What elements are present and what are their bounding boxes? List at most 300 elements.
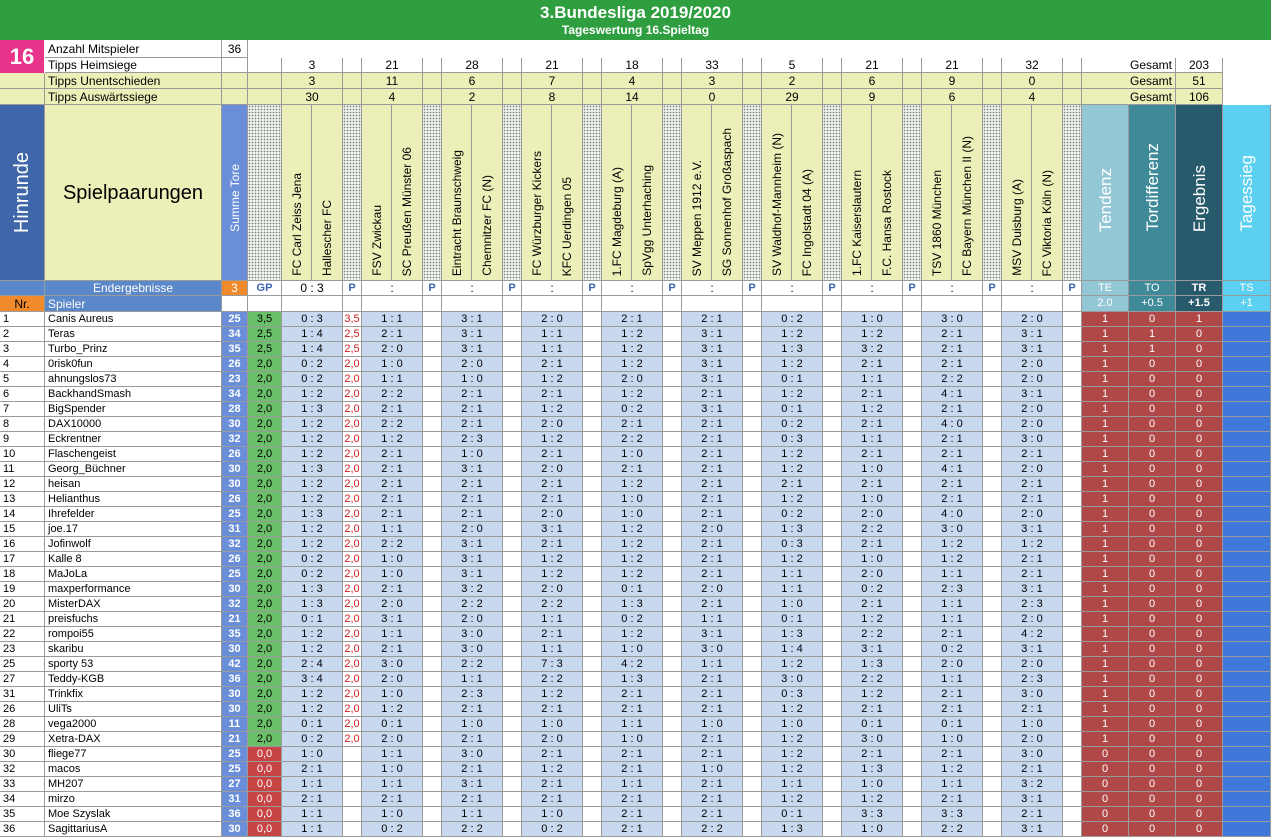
player-tip-points — [583, 432, 602, 447]
p-label: P — [743, 281, 762, 296]
player-tip-points: 2,0 — [343, 717, 362, 732]
player-ts — [1223, 777, 1271, 792]
player-tip-points: 2,0 — [343, 612, 362, 627]
player-tip-points — [983, 327, 1002, 342]
player-summe-tore: 36 — [222, 807, 248, 822]
player-tip-points — [1063, 687, 1082, 702]
player-name: Teddy-KGB — [45, 672, 222, 687]
player-tip-points — [903, 522, 922, 537]
player-tip: 1 : 2 — [282, 432, 343, 447]
player-to: 0 — [1129, 822, 1176, 837]
player-name: MH207 — [45, 777, 222, 792]
player-tip-points — [663, 567, 682, 582]
match-unent-count: 6 — [842, 73, 903, 89]
player-tip: 2 : 1 — [682, 552, 743, 567]
match-points-header — [1063, 105, 1082, 281]
player-tip-points — [583, 582, 602, 597]
player-te: 1 — [1082, 312, 1129, 327]
player-tip: 1 : 0 — [362, 357, 423, 372]
player-tip: 1 : 0 — [842, 552, 903, 567]
match-away-team-text: SpVgg Unterhaching — [640, 165, 654, 276]
player-tip: 2 : 1 — [362, 402, 423, 417]
player-tip: 1 : 0 — [362, 762, 423, 777]
player-tip: 2 : 1 — [922, 342, 983, 357]
player-tip-points — [903, 762, 922, 777]
player-tip: 7 : 3 — [522, 657, 583, 672]
player-ts — [1223, 372, 1271, 387]
player-to: 0 — [1129, 552, 1176, 567]
blank — [903, 296, 922, 312]
player-tip: 1 : 0 — [282, 747, 343, 762]
player-tip: 2 : 1 — [522, 792, 583, 807]
player-tip-points — [583, 612, 602, 627]
player-tip-points — [503, 567, 522, 582]
info-blank — [343, 73, 362, 89]
player-tip: 2 : 0 — [1002, 417, 1063, 432]
player-tip: 3 : 0 — [442, 747, 503, 762]
player-te: 0 — [1082, 822, 1129, 837]
player-tip: 0 : 2 — [362, 822, 423, 837]
player-tip-points — [903, 417, 922, 432]
player-tip: 1 : 3 — [762, 822, 823, 837]
player-tip-points — [423, 807, 442, 822]
gp-label: GP — [248, 281, 282, 296]
player-tip-points — [423, 522, 442, 537]
player-tip-points — [663, 462, 682, 477]
player-tip-points — [423, 597, 442, 612]
player-tip-points — [663, 432, 682, 447]
player-tip: 1 : 0 — [842, 777, 903, 792]
match-home-team-text: SV Meppen 1912 e.V. — [689, 159, 704, 276]
info-blank — [503, 58, 522, 73]
player-tip: 1 : 2 — [842, 687, 903, 702]
player-tip: 3 : 1 — [442, 567, 503, 582]
player-name: MaJoLa — [45, 567, 222, 582]
player-tip-points: 2,0 — [343, 462, 362, 477]
player-tip: 4 : 2 — [1002, 627, 1063, 642]
player-tip: 3 : 1 — [442, 312, 503, 327]
player-tip-points — [1063, 717, 1082, 732]
player-tip: 2 : 1 — [842, 702, 903, 717]
player-nr: 3 — [0, 342, 45, 357]
player-tip-points — [983, 312, 1002, 327]
player-tip-points — [823, 507, 842, 522]
player-tip: 2 : 1 — [922, 687, 983, 702]
player-tip: 1 : 1 — [602, 777, 663, 792]
player-tr: 0 — [1176, 477, 1223, 492]
player-tip: 2 : 1 — [1002, 807, 1063, 822]
info-blank — [583, 89, 602, 105]
player-ts — [1223, 612, 1271, 627]
player-tip: 2 : 1 — [1002, 762, 1063, 777]
player-tip-points — [983, 357, 1002, 372]
player-tip-points — [823, 687, 842, 702]
player-tip-points: 2,0 — [343, 387, 362, 402]
player-tip-points — [583, 447, 602, 462]
player-to: 0 — [1129, 537, 1176, 552]
match-away-team — [472, 105, 503, 281]
match-away-team — [792, 105, 823, 281]
player-tr: 0 — [1176, 537, 1223, 552]
match-result: : — [442, 281, 503, 296]
player-tip: 2 : 0 — [522, 312, 583, 327]
player-tip-points — [983, 597, 1002, 612]
player-tip-points — [983, 432, 1002, 447]
p-label: P — [503, 281, 522, 296]
player-te: 1 — [1082, 552, 1129, 567]
player-tip-points — [583, 627, 602, 642]
player-tip-points — [823, 777, 842, 792]
player-tip: 4 : 1 — [922, 462, 983, 477]
player-tip: 1 : 2 — [522, 432, 583, 447]
player-name: sporty 53 — [45, 657, 222, 672]
player-tip-points — [903, 552, 922, 567]
player-tip-points — [663, 447, 682, 462]
match-home-team — [282, 105, 312, 281]
player-tip-points: 2,0 — [343, 732, 362, 747]
match-ausw-count: 29 — [762, 89, 823, 105]
tr-label: TR — [1176, 281, 1223, 296]
player-tip: 3 : 1 — [362, 612, 423, 627]
player-tip-points — [823, 387, 842, 402]
player-ts — [1223, 432, 1271, 447]
player-tip: 2 : 0 — [1002, 357, 1063, 372]
player-tip: 1 : 0 — [1002, 717, 1063, 732]
player-nr: 31 — [0, 687, 45, 702]
player-summe-tore: 31 — [222, 792, 248, 807]
match-unent-count: 4 — [602, 73, 663, 89]
player-tip: 2 : 0 — [522, 582, 583, 597]
player-tip: 1 : 2 — [282, 537, 343, 552]
match-ausw-count: 6 — [922, 89, 983, 105]
player-tip: 2 : 1 — [922, 447, 983, 462]
match-home-team — [762, 105, 792, 281]
player-tip-points — [423, 582, 442, 597]
player-tip-points — [823, 372, 842, 387]
player-tip-points: 2,0 — [343, 687, 362, 702]
player-tip: 2 : 0 — [842, 507, 903, 522]
player-gp: 2,0 — [248, 357, 282, 372]
player-tip: 1 : 4 — [282, 342, 343, 357]
player-tip-points — [1063, 822, 1082, 837]
player-tip: 3 : 1 — [842, 642, 903, 657]
player-nr: 21 — [0, 612, 45, 627]
info-blank — [743, 73, 762, 89]
player-tip-points — [663, 597, 682, 612]
blank — [1063, 296, 1082, 312]
player-summe-tore: 36 — [222, 672, 248, 687]
player-tip-points — [903, 507, 922, 522]
player-tip: 3 : 2 — [842, 342, 903, 357]
player-te: 1 — [1082, 717, 1129, 732]
player-tip-points — [983, 657, 1002, 672]
player-summe-tore: 30 — [222, 687, 248, 702]
player-te: 1 — [1082, 477, 1129, 492]
match-points-header — [343, 105, 362, 281]
player-name: vega2000 — [45, 717, 222, 732]
player-ts — [1223, 792, 1271, 807]
player-tip: 2 : 1 — [1002, 567, 1063, 582]
player-tip-points — [663, 747, 682, 762]
player-tip-points — [743, 447, 762, 462]
player-gp: 0,0 — [248, 747, 282, 762]
player-tip: 3 : 0 — [1002, 432, 1063, 447]
player-gp: 2,0 — [248, 417, 282, 432]
player-summe-tore: 26 — [222, 447, 248, 462]
player-gp: 2,0 — [248, 432, 282, 447]
player-tip: 1 : 1 — [762, 777, 823, 792]
player-name: preisfuchs — [45, 612, 222, 627]
player-tip-points — [1063, 642, 1082, 657]
player-tip: 2 : 0 — [922, 657, 983, 672]
player-tip-points — [663, 717, 682, 732]
player-tip-points — [583, 402, 602, 417]
player-gp: 2,0 — [248, 552, 282, 567]
summe-result: 3 — [222, 281, 248, 296]
player-tip: 2 : 1 — [682, 432, 743, 447]
player-tip-points — [823, 732, 842, 747]
player-tip-points: 2,0 — [343, 567, 362, 582]
player-tip: 1 : 1 — [282, 777, 343, 792]
player-name: MisterDAX — [45, 597, 222, 612]
player-tip-points — [1063, 462, 1082, 477]
player-tip: 1 : 2 — [362, 432, 423, 447]
player-tip: 1 : 2 — [522, 687, 583, 702]
player-name: BackhandSmash — [45, 387, 222, 402]
player-tip: 3 : 1 — [1002, 582, 1063, 597]
player-tip: 1 : 0 — [442, 372, 503, 387]
player-nr: 29 — [0, 732, 45, 747]
player-ts — [1223, 627, 1271, 642]
match-home-team — [842, 105, 872, 281]
player-tip: 2 : 0 — [1002, 402, 1063, 417]
player-tip: 2 : 1 — [362, 582, 423, 597]
player-tip: 3 : 1 — [1002, 642, 1063, 657]
match-result: : — [602, 281, 663, 296]
player-tip-points — [343, 822, 362, 837]
match-points-header — [743, 105, 762, 281]
player-tip-points — [583, 807, 602, 822]
player-tip-points — [663, 687, 682, 702]
player-tip-points — [743, 717, 762, 732]
player-tip-points — [423, 417, 442, 432]
player-tip: 1 : 1 — [922, 612, 983, 627]
player-tip: 2 : 1 — [362, 642, 423, 657]
blank — [983, 296, 1002, 312]
player-tip-points — [663, 402, 682, 417]
player-ts — [1223, 822, 1271, 837]
player-tr: 0 — [1176, 507, 1223, 522]
match-points-header — [663, 105, 682, 281]
player-tip-points — [823, 417, 842, 432]
player-ts — [1223, 312, 1271, 327]
player-tip-points — [983, 627, 1002, 642]
player-ts — [1223, 462, 1271, 477]
player-tip-points — [583, 537, 602, 552]
player-tip: 1 : 0 — [442, 717, 503, 732]
player-tip: 2 : 1 — [602, 822, 663, 837]
player-tip-points — [343, 762, 362, 777]
player-tr: 0 — [1176, 447, 1223, 462]
player-ts — [1223, 507, 1271, 522]
player-tip-points: 2,0 — [343, 537, 362, 552]
info-blank — [503, 89, 522, 105]
player-tip: 2 : 0 — [362, 342, 423, 357]
player-tip: 2 : 1 — [682, 387, 743, 402]
player-tip: 2 : 3 — [442, 432, 503, 447]
player-tip: 2 : 1 — [602, 792, 663, 807]
player-tip: 1 : 3 — [842, 762, 903, 777]
info-blank — [823, 58, 842, 73]
match-points-header — [903, 105, 922, 281]
player-tip: 2 : 1 — [1002, 477, 1063, 492]
player-gp: 2,0 — [248, 582, 282, 597]
player-nr: 18 — [0, 567, 45, 582]
player-tip: 2 : 0 — [1002, 657, 1063, 672]
player-tip: 2 : 1 — [682, 447, 743, 462]
match-result: : — [682, 281, 743, 296]
mitspieler-label: Anzahl Mitspieler — [45, 40, 222, 58]
player-tip-points — [903, 477, 922, 492]
player-tip: 2 : 1 — [522, 627, 583, 642]
blank — [762, 296, 823, 312]
player-tip-points — [903, 627, 922, 642]
player-summe-tore: 25 — [222, 312, 248, 327]
player-tip: 1 : 1 — [442, 807, 503, 822]
player-gp: 0,0 — [248, 762, 282, 777]
player-tip: 1 : 2 — [282, 417, 343, 432]
player-tip-points: 2,0 — [343, 642, 362, 657]
tr-value: +1.5 — [1176, 296, 1223, 312]
player-tip: 3 : 1 — [682, 342, 743, 357]
player-gp: 2,0 — [248, 477, 282, 492]
match-home-team-text: SV Waldhof-Mannheim (N) — [769, 133, 784, 276]
player-tip-points — [343, 792, 362, 807]
player-tip-points — [823, 447, 842, 462]
player-ts — [1223, 552, 1271, 567]
player-tip-points — [583, 792, 602, 807]
player-summe-tore: 31 — [222, 522, 248, 537]
player-tip-points — [503, 807, 522, 822]
player-tip: 1 : 0 — [522, 717, 583, 732]
player-te: 1 — [1082, 402, 1129, 417]
player-nr: 20 — [0, 597, 45, 612]
player-tip: 2 : 1 — [842, 597, 903, 612]
info-blank — [222, 58, 248, 73]
match-unent-count: 3 — [282, 73, 343, 89]
player-tip: 2 : 0 — [1002, 372, 1063, 387]
blank — [823, 296, 842, 312]
player-tip-points — [1063, 537, 1082, 552]
match-result: : — [1002, 281, 1063, 296]
player-tip: 2 : 1 — [522, 357, 583, 372]
player-tip: 1 : 0 — [522, 807, 583, 822]
player-tip-points — [983, 372, 1002, 387]
player-tip-points — [743, 687, 762, 702]
player-tip: 2 : 1 — [682, 687, 743, 702]
player-tip-points — [663, 762, 682, 777]
player-tip-points — [743, 822, 762, 837]
player-nr: 7 — [0, 402, 45, 417]
player-tip: 1 : 0 — [602, 492, 663, 507]
player-tip: 1 : 4 — [282, 327, 343, 342]
player-tip: 1 : 2 — [602, 552, 663, 567]
player-tip: 1 : 2 — [762, 747, 823, 762]
player-tip: 2 : 1 — [522, 537, 583, 552]
match-away-team — [952, 105, 983, 281]
to-value: +0.5 — [1129, 296, 1176, 312]
player-to: 0 — [1129, 807, 1176, 822]
player-summe-tore: 32 — [222, 537, 248, 552]
player-tip: 2 : 1 — [362, 462, 423, 477]
player-name: heisan — [45, 477, 222, 492]
player-tr: 0 — [1176, 522, 1223, 537]
match-home-team — [362, 105, 392, 281]
player-gp: 2,0 — [248, 687, 282, 702]
player-tip-points — [343, 777, 362, 792]
player-tip: 2 : 2 — [522, 672, 583, 687]
player-tip: 2 : 1 — [282, 762, 343, 777]
match-result: 0 : 3 — [282, 281, 343, 296]
player-to: 0 — [1129, 702, 1176, 717]
match-ausw-count: 8 — [522, 89, 583, 105]
player-te: 1 — [1082, 507, 1129, 522]
player-tip: 2 : 1 — [602, 747, 663, 762]
player-tip: 1 : 2 — [602, 537, 663, 552]
player-tr: 0 — [1176, 342, 1223, 357]
to-label: TO — [1129, 281, 1176, 296]
player-tip: 1 : 2 — [282, 447, 343, 462]
player-tip-points — [983, 732, 1002, 747]
player-gp: 2,0 — [248, 672, 282, 687]
mitspieler-count: 36 — [222, 40, 248, 58]
match-points-header — [983, 105, 1002, 281]
player-tip-points: 2,0 — [343, 417, 362, 432]
spieler-header: Spieler — [45, 296, 222, 312]
player-tip: 2 : 1 — [522, 447, 583, 462]
match-heim-count: 32 — [1002, 58, 1063, 73]
player-tip: 2 : 2 — [362, 387, 423, 402]
info-blank — [423, 58, 442, 73]
player-to: 0 — [1129, 687, 1176, 702]
player-tip: 1 : 0 — [762, 597, 823, 612]
player-gp: 2,0 — [248, 372, 282, 387]
player-tip-points — [743, 312, 762, 327]
player-tip: 1 : 2 — [362, 702, 423, 717]
te-label: TE — [1082, 281, 1129, 296]
player-tip-points — [903, 312, 922, 327]
player-tip: 2 : 2 — [442, 822, 503, 837]
player-tip: 0 : 3 — [762, 537, 823, 552]
match-away-team-text: KFC Uerdingen 05 — [560, 176, 574, 276]
player-tip-points — [503, 717, 522, 732]
player-tip: 2 : 1 — [1002, 702, 1063, 717]
info-blank — [823, 73, 842, 89]
player-tip-points — [743, 672, 762, 687]
player-summe-tore: 25 — [222, 507, 248, 522]
player-tip-points — [983, 342, 1002, 357]
player-tip-points — [743, 477, 762, 492]
player-te: 1 — [1082, 492, 1129, 507]
player-tip: 1 : 1 — [442, 672, 503, 687]
player-tip: 1 : 2 — [762, 552, 823, 567]
player-nr: 22 — [0, 627, 45, 642]
player-nr: 1 — [0, 312, 45, 327]
player-tip-points: 2,0 — [343, 492, 362, 507]
player-summe-tore: 34 — [222, 327, 248, 342]
player-tip: 3 : 0 — [922, 312, 983, 327]
player-tip-points — [663, 672, 682, 687]
